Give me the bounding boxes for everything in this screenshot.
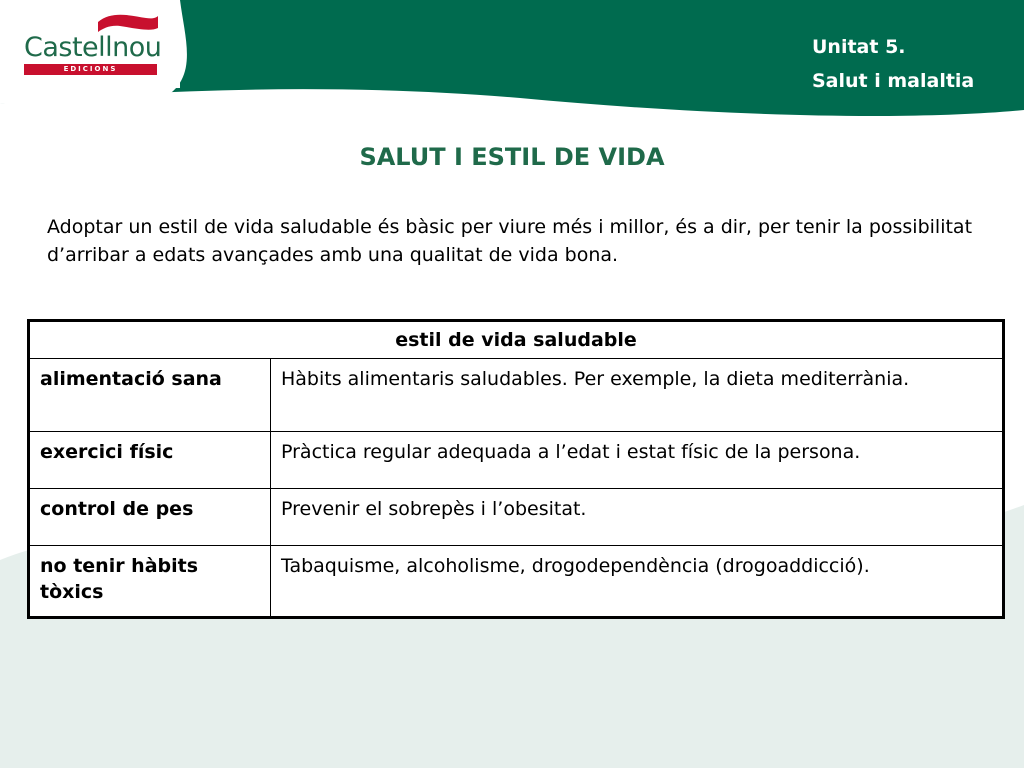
flag-icon bbox=[22, 10, 162, 34]
table-row bbox=[29, 359, 1004, 432]
table-row bbox=[29, 546, 1004, 618]
row-term: alimentació sana bbox=[29, 359, 271, 432]
unit-topic: Salut i malaltia bbox=[812, 70, 975, 92]
logo-subtitle: EDICIONS bbox=[24, 64, 157, 75]
row-description: Prevenir el sobrepès i l’obesitat. bbox=[271, 489, 1004, 546]
table-heading: estil de vida saludable bbox=[29, 321, 1004, 359]
row-description: Pràctica regular adequada a l’edat i estat físic de la persona. bbox=[271, 432, 1004, 489]
row-description: Hàbits alimentaris saludables. Per exemple, la dieta mediterrània. bbox=[271, 359, 1004, 432]
unit-header bbox=[812, 30, 974, 98]
row-term: no tenir hàbits tòxics bbox=[29, 546, 271, 618]
page-title: SALUT I ESTIL DE VIDA bbox=[359, 143, 665, 171]
table-row bbox=[29, 432, 1004, 489]
logo-wordmark: Castellnou bbox=[24, 32, 162, 63]
row-term: control de pes bbox=[29, 489, 271, 546]
publisher-logo bbox=[22, 10, 162, 80]
table-row bbox=[29, 489, 1004, 546]
intro-paragraph: Adoptar un estil de vida saludable és bàsic per viure més i millor, és a dir, per tenir la possibilitat d’arribar a edats avançades amb una qualitat de vida bona. bbox=[47, 216, 973, 266]
lifestyle-table bbox=[27, 319, 1005, 619]
unit-number: Unitat 5. bbox=[812, 36, 906, 58]
row-term: exercici físic bbox=[29, 432, 271, 489]
row-description: Tabaquisme, alcoholisme, drogodependència (drogoaddicció). bbox=[271, 546, 1004, 618]
table-header-row bbox=[29, 321, 1004, 359]
